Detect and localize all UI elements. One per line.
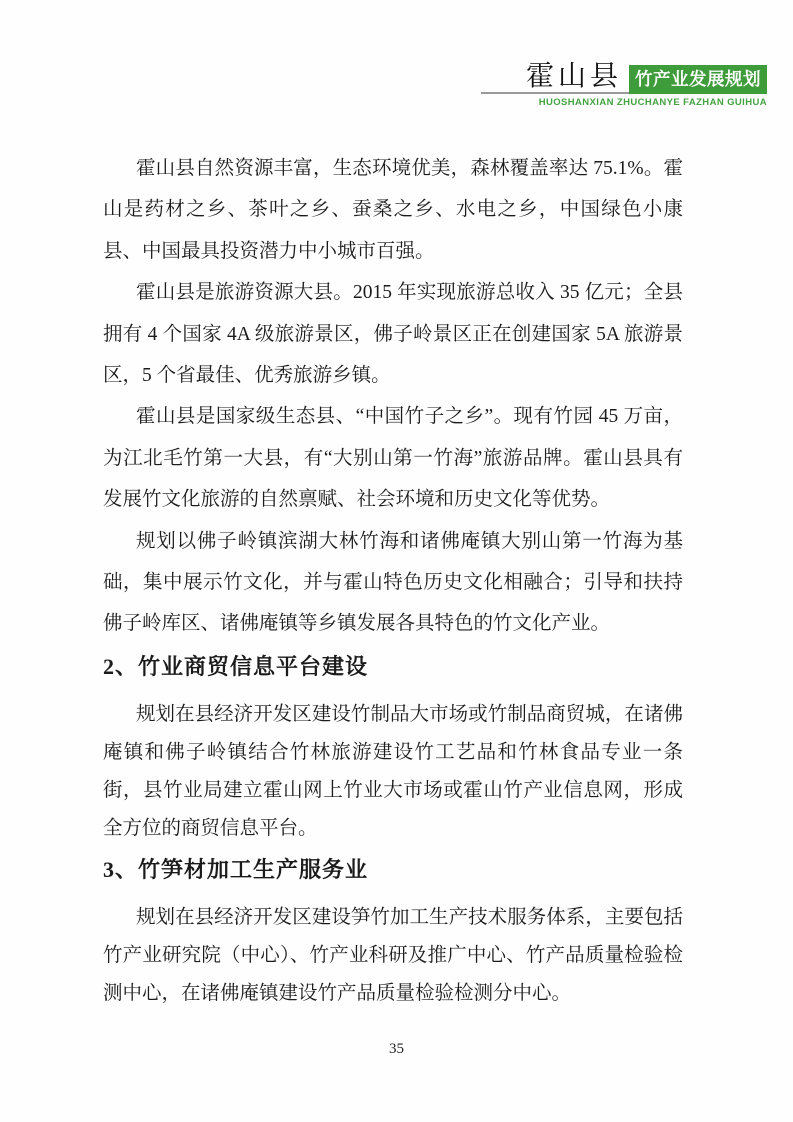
paragraph-trade-platform: 规划在县经济开发区建设竹制品大市场或竹制品商贸城，在诸佛庵镇和佛子岭镇结合竹林旅游建设竹工艺品和竹林食品专业一条街，县竹业局建立霍山网上竹业大市场或霍山竹产业信息网，形成全方位的商贸信息平台。 (103, 703, 683, 839)
paragraph-tourism: 霍山县是旅游资源大县。2015 年实现旅游总收入 35 亿元；全县拥有 4 个国家 4A 级旅游景区，佛子岭景区正在创建国家 5A 旅游景区，5 个省最佳、优秀旅游乡镇。 (103, 282, 683, 387)
paragraph-bamboo-county: 霍山县是国家级生态县、“中国竹子之乡”。现有竹园 45 万亩，为江北毛竹第一大县，有“大别山第一竹海”旅游品牌。霍山县具有发展竹文化旅游的自然禀赋、社会环境和历史文化等优势。 (103, 406, 683, 511)
document-body (103, 148, 683, 1013)
page-footer (0, 1040, 793, 1058)
header-pinyin-subtitle: HUOSHANXIAN ZHUCHANYE FAZHAN GUIHUA (538, 97, 767, 108)
section-heading-trade-platform: 2、竹业商贸信息平台建设 (103, 653, 369, 679)
county-name: 霍山县 (525, 61, 622, 92)
paragraph-processing-services: 规划在县经济开发区建设笋竹加工生产技术服务体系，主要包括竹产业研究院（中心）、竹产业科研及推广中心、竹产品质量检验检测中心，在诸佛庵镇建设竹产品质量检验检测分中心。 (103, 906, 683, 1004)
page-header (526, 60, 767, 94)
document-title-badge: 竹产业发展规划 (629, 65, 767, 94)
page-number: 35 (389, 1041, 404, 1057)
paragraph-culture-plan: 规划以佛子岭镇滨湖大林竹海和诸佛庵镇大别山第一竹海为基础，集中展示竹文化，并与霍山特色历史文化相融合；引导和扶持佛子岭库区、诸佛庵镇等乡镇发展各具特色的竹文化产业。 (103, 530, 683, 635)
section-heading-processing-services: 3、竹笋材加工生产服务业 (103, 856, 369, 882)
paragraph-natural-resources: 霍山县自然资源丰富，生态环境优美，森林覆盖率达 75.1%。霍山是药材之乡、茶叶之乡、蚕桑之乡、水电之乡，中国绿色小康县、中国最具投资潜力中小城市百强。 (103, 158, 683, 262)
